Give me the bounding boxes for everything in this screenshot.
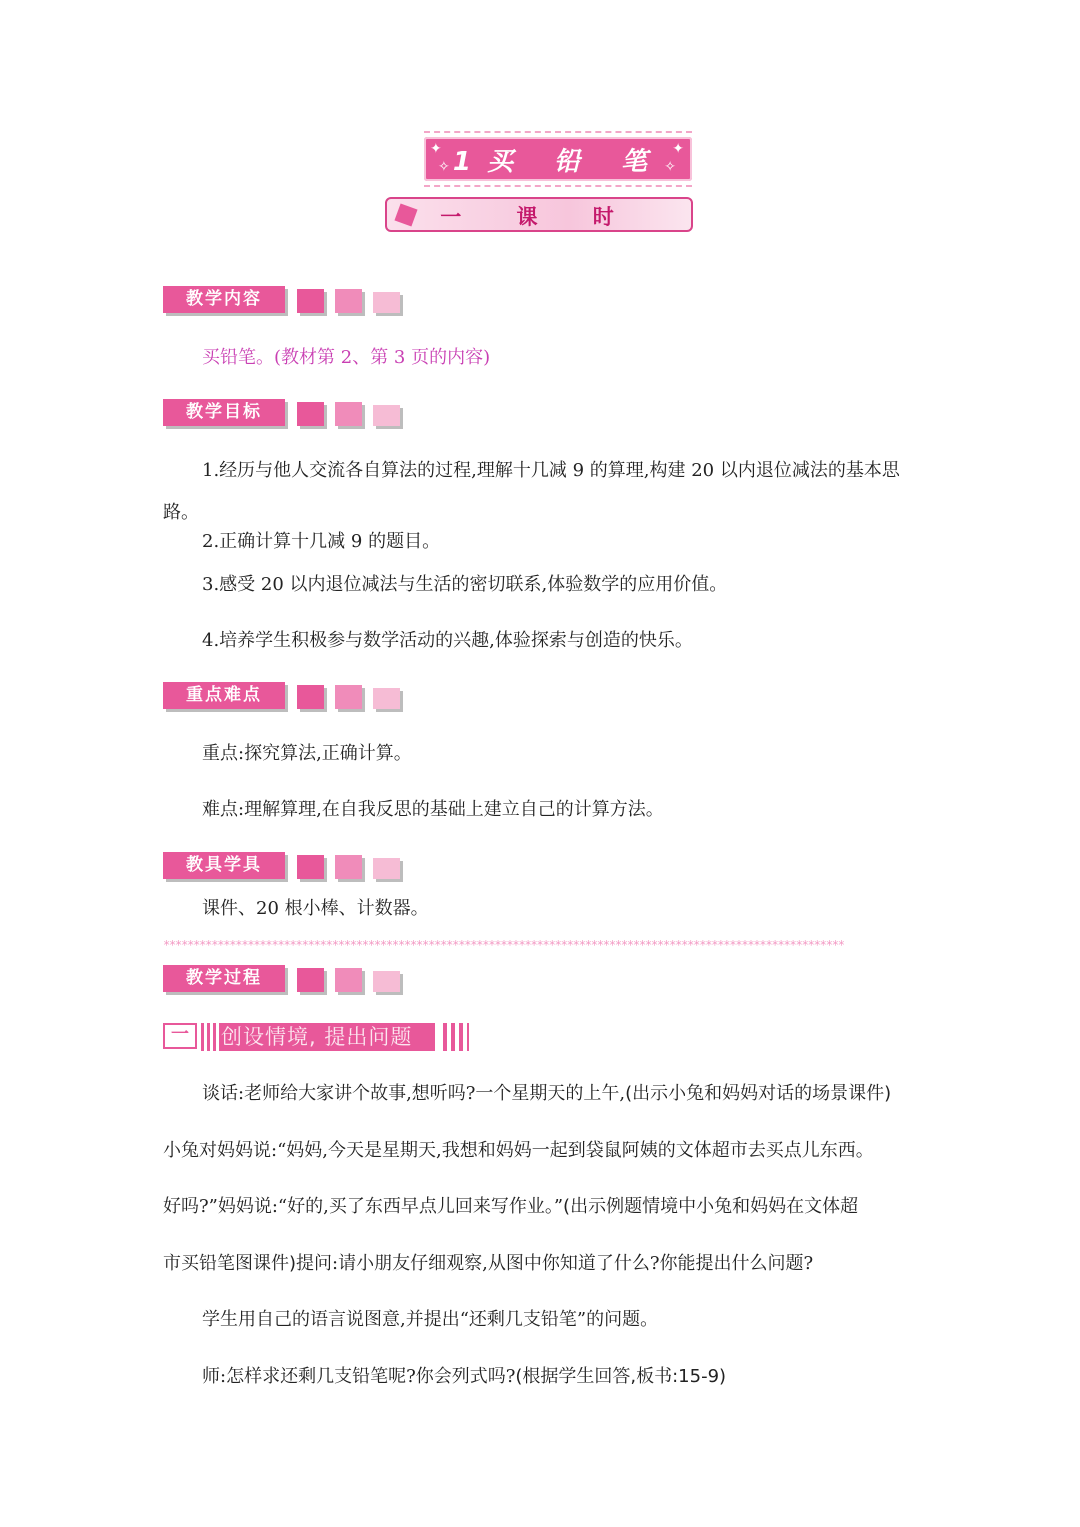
story-text: 师:怎样求还剩几支铅笔呢?你会列式吗? xyxy=(202,1366,516,1387)
courseware-note: (出示小兔和妈妈对话的场景课件) xyxy=(625,1083,892,1104)
story-text: 提问:请小朋友仔细观察,从图中你知道了什么?你能提出什么问题? xyxy=(296,1253,814,1274)
courseware-note: 市买铅笔图课件) xyxy=(163,1253,297,1274)
bars-decoration xyxy=(201,1023,217,1051)
section-label: 教学内容 xyxy=(163,286,285,313)
step-heading xyxy=(163,1021,473,1053)
lesson-banner xyxy=(385,197,693,232)
story-line-3 xyxy=(163,1193,923,1221)
star-icon: ✦ xyxy=(430,141,442,157)
star-divider: ***************************************************************************************************************** xyxy=(163,938,844,952)
tools-text: 课件、20 根小棒、计数器。 xyxy=(202,898,429,919)
square-icon xyxy=(373,971,400,992)
difficulty-text: 难点:理解算理,在自我反思的基础上建立自己的计算方法。 xyxy=(202,799,664,820)
story-line-6 xyxy=(163,1363,923,1391)
square-icon xyxy=(297,402,324,426)
content-text: 买铅笔。(教材第 2、第 3 页的内容) xyxy=(202,347,491,368)
section-label: 教具学具 xyxy=(163,852,285,879)
square-icon xyxy=(373,858,400,879)
goal-item-3: 3.感受 20 以内退位减法与生活的密切联系,体验数学的应用价值。 xyxy=(202,574,728,595)
story-text: 好吗?”妈妈说:“好的,买了东西早点儿回来写作业。” xyxy=(163,1196,564,1217)
square-icon xyxy=(335,685,362,709)
story-line-5: 学生用自己的语言说图意,并提出“还剩几支铅笔”的问题。 xyxy=(202,1309,659,1330)
focus-text: 重点:探究算法,正确计算。 xyxy=(202,743,412,764)
story-text: 谈话:老师给大家讲个故事,想听吗?一个星期天的上午, xyxy=(202,1083,626,1104)
square-icon xyxy=(335,289,362,313)
section-header-goals xyxy=(163,399,403,429)
title-banner xyxy=(424,137,692,181)
star-icon: ✧ xyxy=(664,159,676,175)
story-line-1 xyxy=(163,1080,923,1108)
square-icon xyxy=(297,855,324,879)
page-title: 1买 铅 笔 xyxy=(452,147,664,177)
square-icon xyxy=(335,402,362,426)
section-header-content xyxy=(163,286,403,316)
square-icon xyxy=(373,292,400,313)
story-line-2: 小兔对妈妈说:“妈妈,今天是星期天,我想和妈妈一起到袋鼠阿姨的文体超市去买点儿东西。 xyxy=(163,1140,874,1161)
goal-item-1-cont: 路。 xyxy=(163,502,199,523)
square-icon xyxy=(335,968,362,992)
square-icon xyxy=(373,405,400,426)
square-icon xyxy=(335,855,362,879)
board-note: (根据学生回答,板书:15-9) xyxy=(515,1366,727,1387)
goal-item-1: 1.经历与他人交流各自算法的过程,理解十几减 9 的算理,构建 20 以内退位减法的基本思 xyxy=(202,460,900,481)
story-line-4 xyxy=(163,1250,923,1278)
square-icon xyxy=(297,685,324,709)
section-label: 教学目标 xyxy=(163,399,285,426)
section-label: 重点难点 xyxy=(163,682,285,709)
courseware-note: (出示例题情境中小兔和妈妈在文体超 xyxy=(563,1196,859,1217)
section-header-tools xyxy=(163,852,403,882)
section-header-key-points xyxy=(163,682,403,712)
goal-item-4: 4.培养学生积极参与数学活动的兴趣,体验探索与创造的快乐。 xyxy=(202,630,693,651)
square-icon xyxy=(373,688,400,709)
step-number: 一 xyxy=(163,1023,197,1049)
square-icon xyxy=(297,289,324,313)
goal-item-2: 2.正确计算十几减 9 的题目。 xyxy=(202,531,441,552)
star-icon: ✦ xyxy=(672,141,684,157)
step-title: 创设情境, 提出问题 xyxy=(219,1023,435,1051)
bars-decoration xyxy=(443,1023,469,1051)
star-icon: ✧ xyxy=(438,159,450,175)
section-header-process xyxy=(163,965,403,995)
square-icon xyxy=(297,968,324,992)
lesson-label: 一 课 时 xyxy=(440,205,638,229)
section-label: 教学过程 xyxy=(163,965,285,992)
